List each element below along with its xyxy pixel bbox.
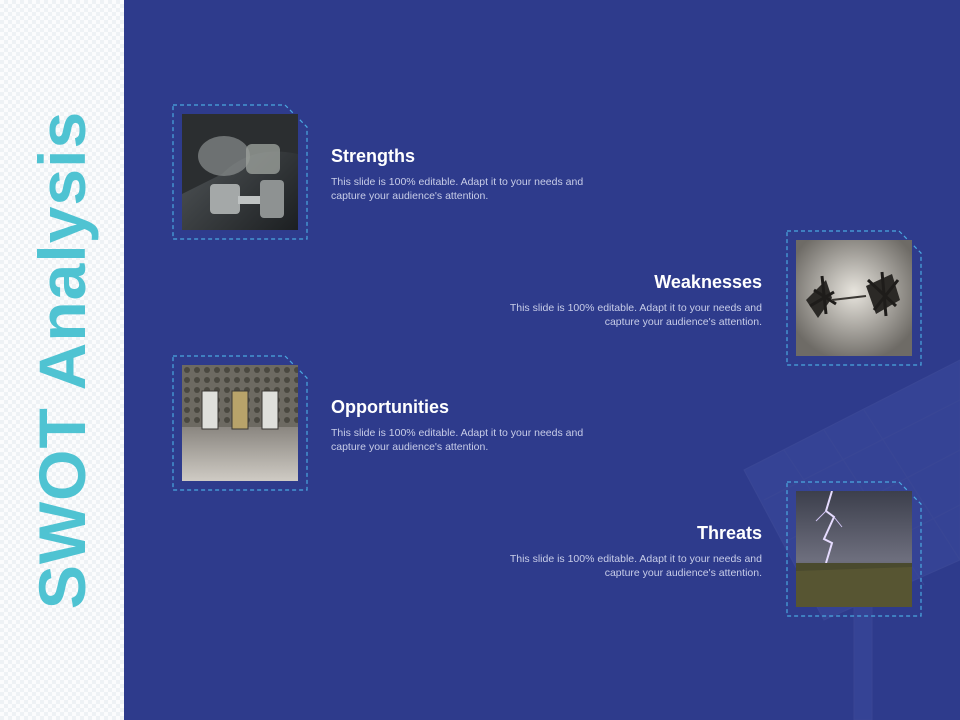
threats-heading: Threats (696, 523, 762, 543)
left-panel (0, 0, 124, 720)
strengths-heading: Strengths (331, 146, 416, 166)
weaknesses-heading: Weaknesses (654, 272, 762, 292)
main-panel (124, 0, 960, 720)
strengths-photo-frame (172, 104, 308, 240)
weaknesses-block (502, 272, 762, 329)
weaknesses-photo-frame (786, 230, 922, 366)
strengths-block (331, 146, 591, 203)
frayed-rope-photo (796, 240, 912, 356)
slide-title: SWOT Analysis (25, 110, 99, 610)
threats-block (502, 523, 762, 580)
opportunities-block (331, 397, 591, 454)
lightning-storm-photo (796, 491, 912, 607)
dumbbell-photo (182, 114, 298, 230)
opportunities-heading: Opportunities (331, 397, 449, 417)
strengths-description: This slide is 100% editable. Adapt it to your needs and capture your audience's attention. (331, 176, 584, 202)
threats-photo-frame (786, 481, 922, 617)
weaknesses-description: This slide is 100% editable. Adapt it to your needs and capture your audience's attention. (509, 302, 762, 328)
opportunities-description: This slide is 100% editable. Adapt it to your needs and capture your audience's attention. (331, 427, 584, 453)
three-doors-photo (182, 365, 298, 481)
opportunities-photo-frame (172, 355, 308, 491)
threats-description: This slide is 100% editable. Adapt it to your needs and capture your audience's attention. (509, 553, 762, 579)
